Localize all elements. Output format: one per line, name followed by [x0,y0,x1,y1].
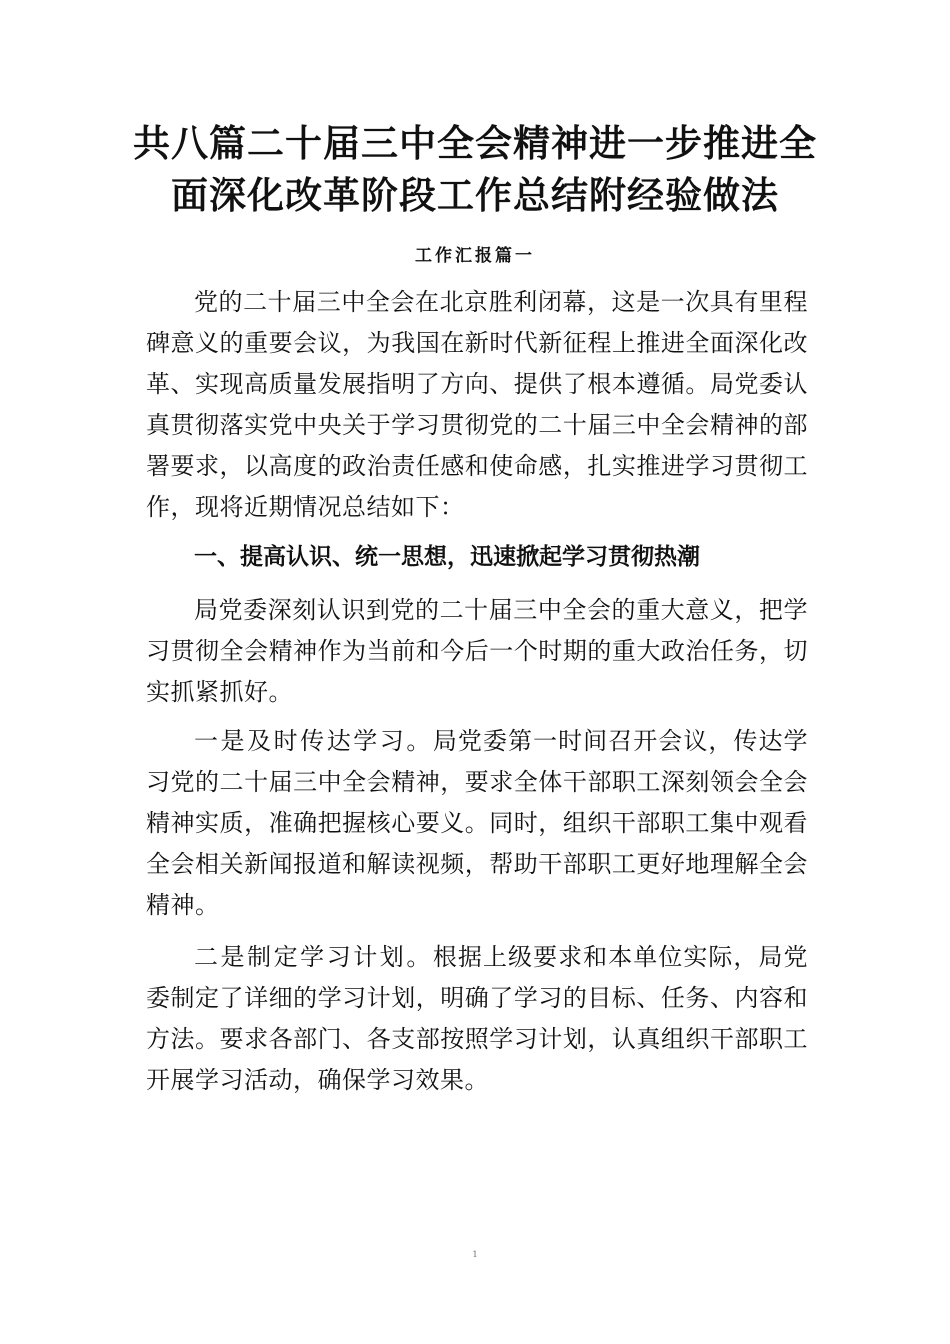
item-1-paragraph [146,721,808,926]
item-1-body: 局党委第一时间召开会议，传达学习党的二十届三中全会精神，要求全体干部职工深刻领会全会精神实质，准确把握核心要义。同时，组织干部职工集中观看全会相关新闻报道和解读视频，帮助干部职工更好地理解全会精神。 [146,727,808,919]
item-2-paragraph [146,937,808,1101]
document-title-line-2: 面深化改革阶段工作总结附经验做法 [171,174,779,217]
item-1-lead: 一是及时传达学习。 [194,727,433,755]
document-title [120,118,830,222]
section-1-paragraph: 局党委深刻认识到党的二十届三中全会的重大意义，把学习贯彻全会精神作为当前和今后一个时期的重大政治任务，切实抓紧抓好。 [146,596,808,706]
item-2-lead: 二是制定学习计划。 [194,943,433,971]
document-title-line-1: 共八篇二十届三中全会精神进一步推进全 [133,122,817,165]
item-2-body: 根据上级要求和本单位实际，局党委制定了详细的学习计划，明确了学习的目标、任务、内容和方法。要求各部门、各支部按照学习计划，认真组织干部职工开展学习活动，确保学习效果。 [146,943,808,1094]
intro-paragraph: 党的二十届三中全会在北京胜利闭幕，这是一次具有里程碑意义的重要会议，为我国在新时代新征程上推进全面深化改革、实现高质量发展指明了方向、提供了根本遵循。局党委认真贯彻落实党中央关于学习贯彻党的二十届三中全会精神的部署要求，以高度的政治责任感和使命感，扎实推进学习贯彻工作，现将近期情况总结如下： [146,288,808,521]
section-heading-1: 一、提高认识、统一思想，迅速掀起学习贯彻热潮 [194,544,700,570]
document-subtitle: 工作汇报篇一 [415,246,535,266]
page-number: 1 [472,1250,478,1259]
